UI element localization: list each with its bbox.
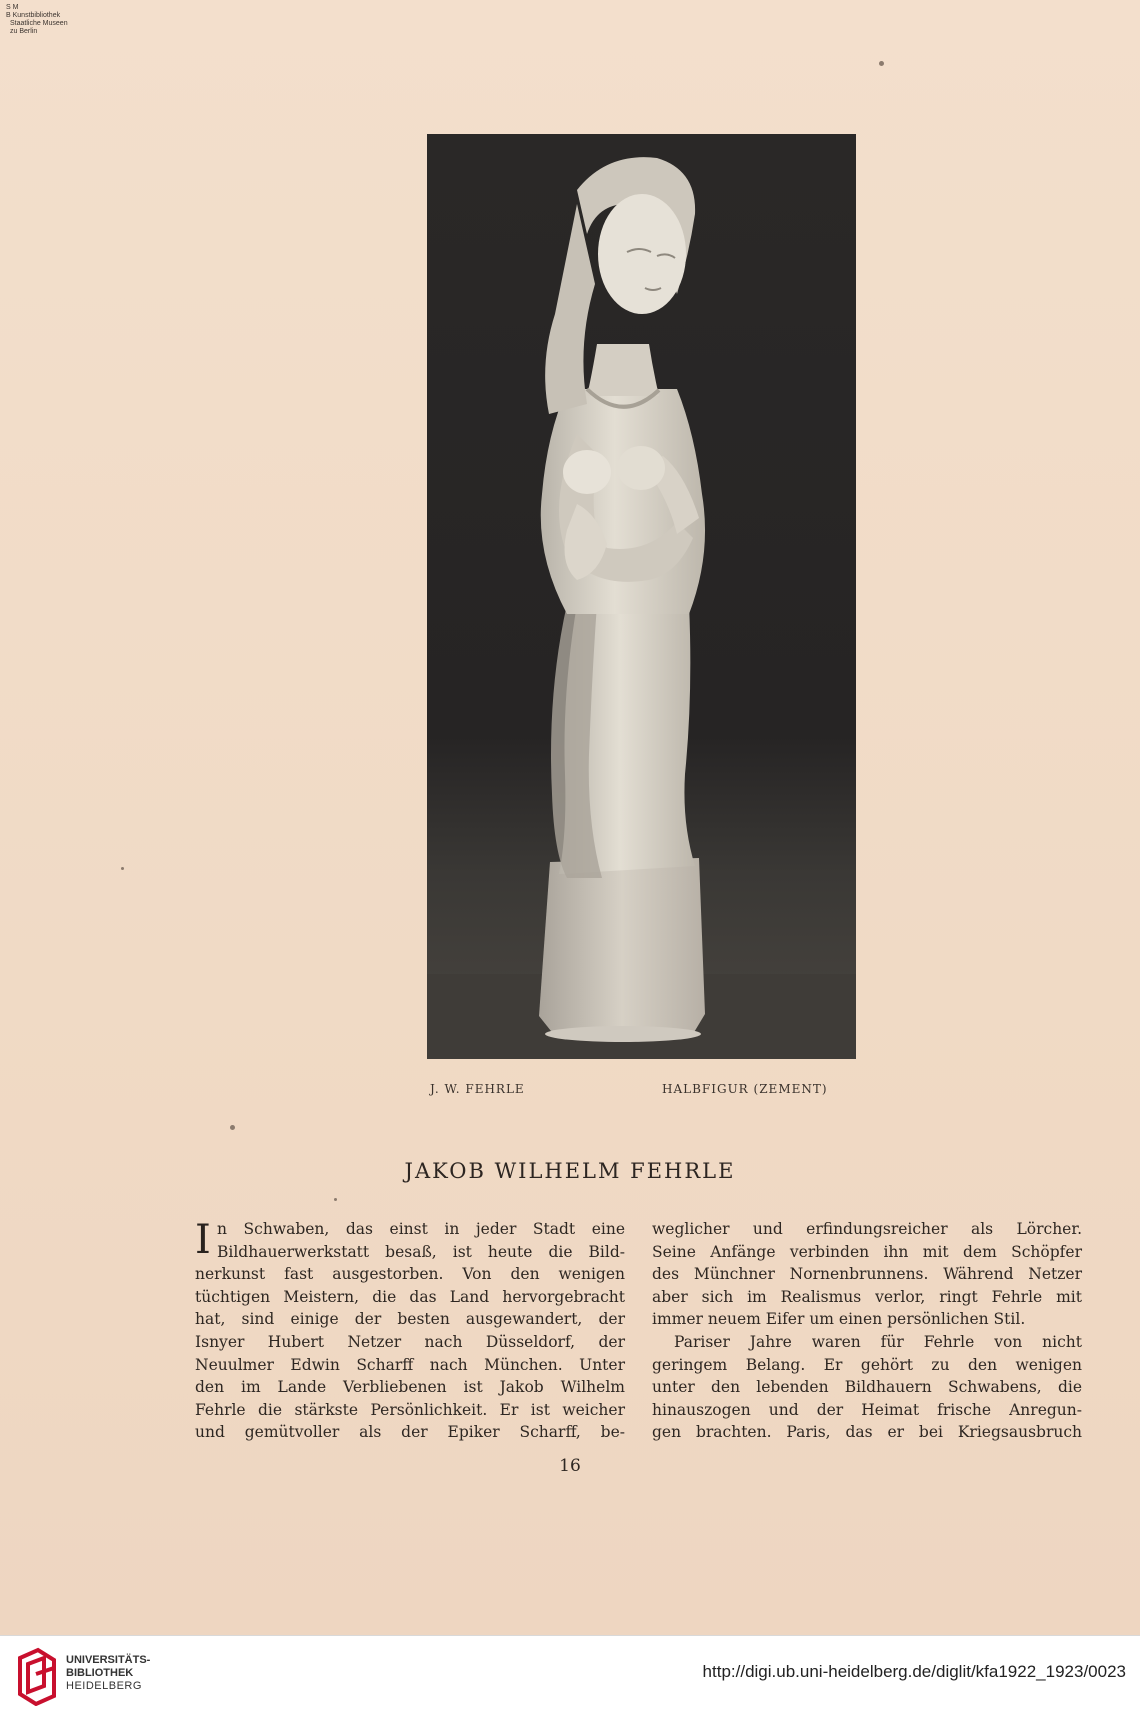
library-name-line: BIBLIOTHEK bbox=[66, 1667, 134, 1679]
stamp-line: Staatliche Museen bbox=[10, 20, 68, 27]
library-logo-icon bbox=[14, 1646, 60, 1706]
text-line: Neuulmer Edwin Scharff nach München. Unter bbox=[195, 1355, 625, 1374]
text-line: hinauszogen und der Heimat frische Anregun- bbox=[652, 1400, 1082, 1419]
paper-speck bbox=[879, 61, 884, 66]
text-line: des Münchner Nornenbrunnens. Während Netzer bbox=[652, 1265, 1082, 1284]
sculpture-figure bbox=[427, 134, 856, 1059]
sculpture-photograph bbox=[427, 134, 856, 1059]
library-name bbox=[66, 1654, 150, 1693]
text-line: nerkunst fast ausgestorben. Von den wenigen bbox=[195, 1265, 625, 1284]
text-line: hat, sind einige der besten ausgewandert, der bbox=[195, 1310, 625, 1329]
paper-speck bbox=[230, 1125, 235, 1130]
stamp-line: S M bbox=[6, 4, 19, 11]
text-line: weglicher und erfindungsreicher als Lörcher. bbox=[652, 1220, 1082, 1238]
viewer-footer bbox=[0, 1635, 1140, 1718]
text-column-left bbox=[195, 1218, 625, 1444]
paper-speck bbox=[121, 867, 124, 870]
text-line: Fehrle die stärkste Persönlichkeit. Er ist weicher bbox=[195, 1400, 625, 1419]
text-line: geringem Belang. Er gehört zu den wenigen bbox=[652, 1355, 1082, 1374]
text-column-right bbox=[652, 1218, 1082, 1444]
library-name-line: UNIVERSITÄTS- bbox=[66, 1654, 151, 1666]
article-title: JAKOB WILHELM FEHRLE bbox=[404, 1159, 736, 1183]
permalink-url[interactable]: http://digi.ub.uni-heidelberg.de/diglit/kfa1922_1923/0023 bbox=[702, 1662, 1126, 1681]
page-number: 16 bbox=[559, 1456, 581, 1476]
text-line: n Schwaben, das einst in jeder Stadt eine bbox=[217, 1220, 625, 1238]
stamp-line: B Kunstbibliothek bbox=[6, 12, 61, 19]
text-line: immer neuem Eifer um einen persönlichen Stil. bbox=[652, 1310, 1026, 1329]
library-stamp bbox=[6, 4, 68, 36]
text-line: gen brachten. Paris, das er bei Kriegsausbruch bbox=[652, 1423, 1082, 1442]
text-line: und gemütvoller als der Epiker Scharff, be- bbox=[195, 1423, 625, 1442]
text-line: Bildhauerwerkstatt besaß, ist heute die Bild- bbox=[217, 1242, 625, 1261]
paper-speck bbox=[334, 1198, 337, 1201]
text-line: unter den lebenden Bildhauern Schwabens, die bbox=[652, 1378, 1082, 1397]
library-name-line: HEIDELBERG bbox=[66, 1680, 142, 1692]
text-line: den im Lande Verbliebenen ist Jakob Wilhelm bbox=[195, 1378, 625, 1397]
text-line: aber sich im Realismus verlor, ringt Fehrle mit bbox=[652, 1287, 1082, 1306]
figure-caption-artist: J. W. FEHRLE bbox=[430, 1082, 525, 1096]
drop-cap: I bbox=[195, 1217, 211, 1263]
text-line: Pariser Jahre waren für Fehrle von nicht bbox=[674, 1332, 1082, 1351]
text-line: Isnyer Hubert Netzer nach Düsseldorf, der bbox=[195, 1332, 625, 1351]
figure-caption-title: HALBFIGUR (ZEMENT) bbox=[662, 1082, 828, 1096]
text-line: tüchtigen Meistern, die das Land hervorgebracht bbox=[195, 1287, 625, 1306]
stamp-line: zu Berlin bbox=[10, 28, 38, 35]
text-line: Seine Anfänge verbinden ihn mit dem Schöpfer bbox=[652, 1242, 1082, 1261]
